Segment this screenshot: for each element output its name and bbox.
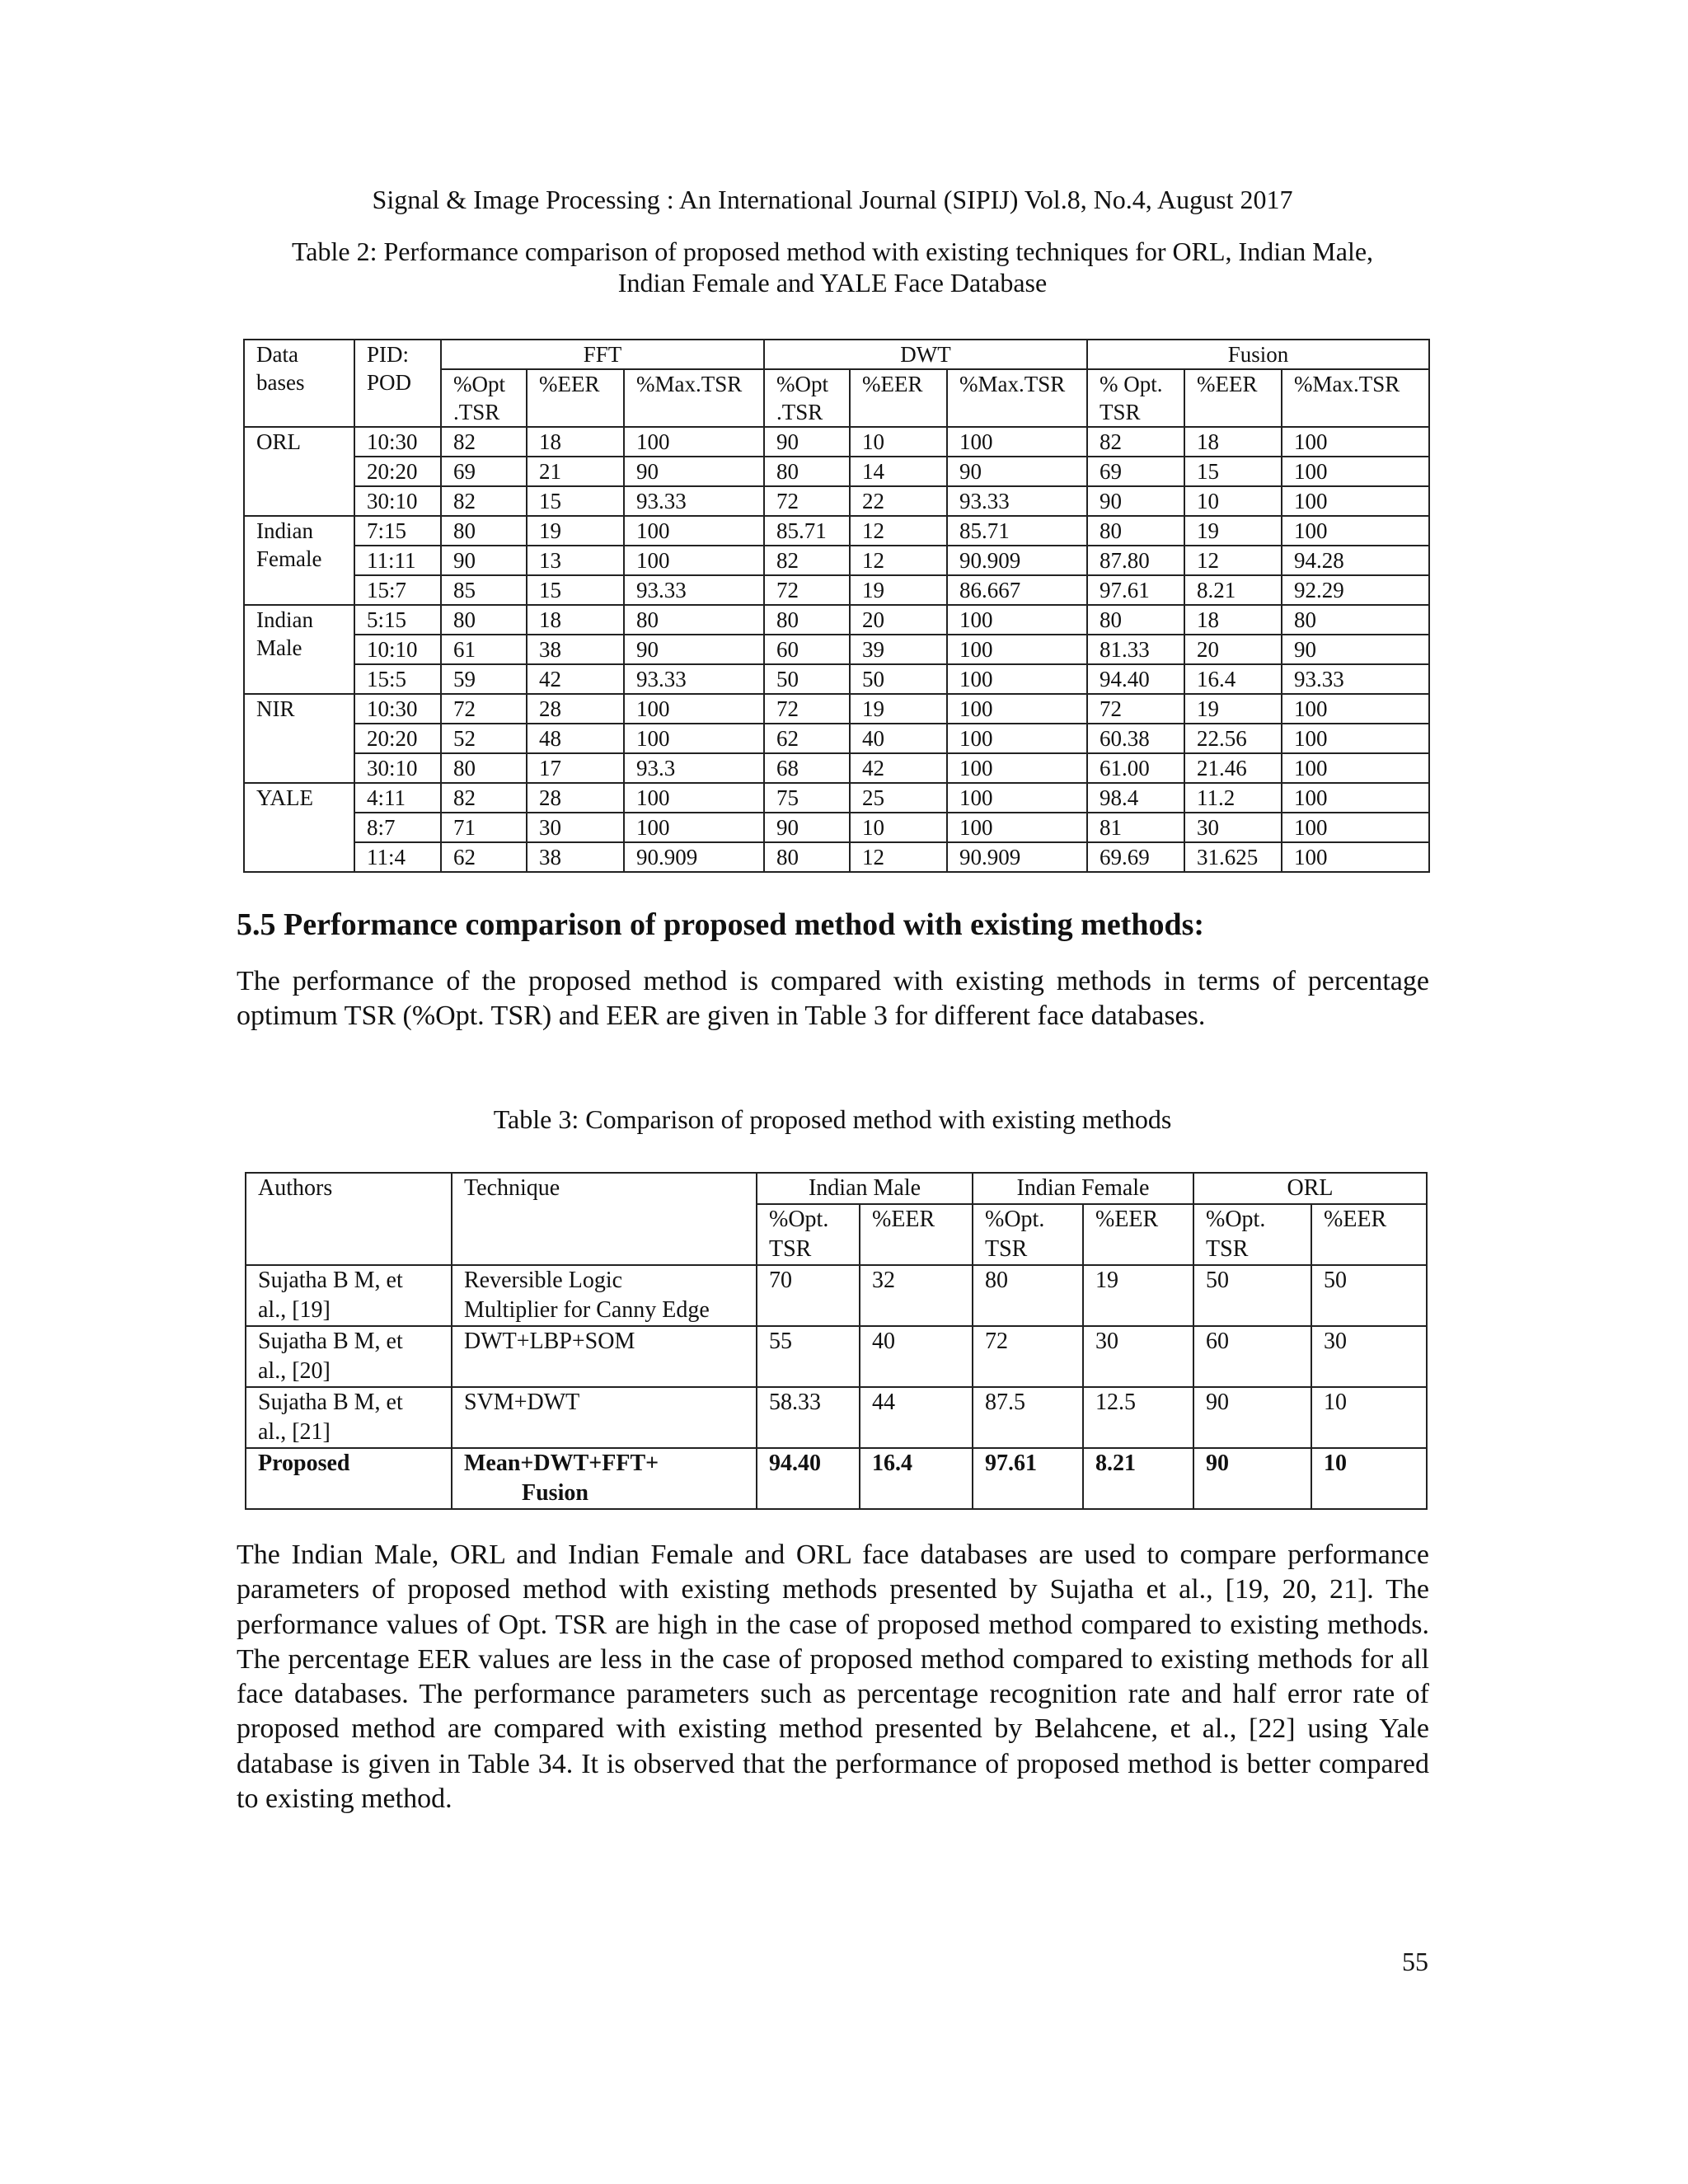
cell-dwt-eer: 40 [850,724,947,753]
cell-dwt-max-tsr: 100 [947,724,1087,753]
cell-fft-eer: 15 [527,486,624,516]
cell-author: Proposed [246,1448,452,1509]
cell-fusion-eer: 31.625 [1184,842,1282,872]
header-eer: %EER [1311,1204,1427,1265]
cell-dwt-opt-tsr: 90 [764,813,850,842]
cell-fusion-eer: 10 [1184,486,1282,516]
header-group-fft: FFT [441,340,764,369]
cell-fft-eer: 28 [527,694,624,724]
cell-dwt-max-tsr: 100 [947,813,1087,842]
table-row [244,546,1429,575]
cell-dwt-eer: 19 [850,694,947,724]
cell-dwt-max-tsr: 86.667 [947,575,1087,605]
header-eer: %EER [1083,1204,1193,1265]
cell-dwt-eer: 39 [850,635,947,664]
section-heading: 5.5 Performance comparison of proposed method with existing methods: [237,907,1205,942]
cell-fft-eer: 18 [527,427,624,457]
cell-fft-eer: 38 [527,842,624,872]
cell-fft-max-tsr: 100 [624,813,764,842]
cell-fft-opt-tsr: 80 [441,753,527,783]
cell-fusion-opt-tsr: 98.4 [1087,783,1184,813]
table-row [246,1448,1427,1509]
cell-fusion-max-tsr: 93.33 [1282,664,1429,694]
cell-dwt-eer: 50 [850,664,947,694]
cell-orl-eer: 10 [1311,1387,1427,1448]
cell-fusion-max-tsr: 100 [1282,842,1429,872]
table-row [244,427,1429,457]
table-row [246,1326,1427,1387]
table-row [244,783,1429,813]
cell-fft-opt-tsr: 69 [441,457,527,486]
cell-dwt-max-tsr: 85.71 [947,516,1087,546]
cell-fusion-eer: 20 [1184,635,1282,664]
cell-fft-opt-tsr: 61 [441,635,527,664]
cell-dwt-max-tsr: 100 [947,605,1087,635]
cell-dwt-opt-tsr: 62 [764,724,850,753]
cell-fft-eer: 21 [527,457,624,486]
cell-fft-max-tsr: 93.3 [624,753,764,783]
cell-dwt-opt-tsr: 72 [764,694,850,724]
table2 [243,339,1430,873]
cell-dwt-opt-tsr: 50 [764,664,850,694]
cell-indian-male-eer: 16.4 [860,1448,973,1509]
table3-header-row1 [246,1173,1427,1204]
cell-orl-opt-tsr: 60 [1193,1326,1311,1387]
cell-fft-eer: 18 [527,605,624,635]
cell-fusion-opt-tsr: 61.00 [1087,753,1184,783]
cell-pid-pod: 11:11 [354,546,441,575]
cell-indian-male-eer: 40 [860,1326,973,1387]
cell-indian-female-opt-tsr: 97.61 [973,1448,1083,1509]
cell-fusion-eer: 12 [1184,546,1282,575]
cell-fft-opt-tsr: 90 [441,546,527,575]
cell-dwt-max-tsr: 100 [947,427,1087,457]
cell-orl-eer: 10 [1311,1448,1427,1509]
cell-fft-max-tsr: 90 [624,457,764,486]
cell-fusion-opt-tsr: 94.40 [1087,664,1184,694]
header-group-indian-female: Indian Female [973,1173,1193,1204]
table-row [244,753,1429,783]
cell-fusion-opt-tsr: 80 [1087,516,1184,546]
cell-pid-pod: 7:15 [354,516,441,546]
page-number: 55 [1402,1947,1428,1976]
cell-dwt-opt-tsr: 90 [764,427,850,457]
cell-dwt-eer: 22 [850,486,947,516]
cell-dwt-opt-tsr: 72 [764,486,850,516]
header-opt-tsr: %Opt. TSR [757,1204,860,1265]
cell-fusion-opt-tsr: 87.80 [1087,546,1184,575]
cell-indian-male-opt-tsr: 70 [757,1265,860,1326]
table2-header-row1 [244,340,1429,369]
cell-dwt-opt-tsr: 82 [764,546,850,575]
cell-indian-female-eer: 19 [1083,1265,1193,1326]
table2-caption-line2: Indian Female and YALE Face Database [617,268,1048,298]
cell-dwt-max-tsr: 100 [947,753,1087,783]
cell-fusion-eer: 19 [1184,516,1282,546]
cell-fusion-max-tsr: 100 [1282,783,1429,813]
header-fusion-opt-tsr: % Opt. TSR [1087,369,1184,427]
cell-pid-pod: 30:10 [354,486,441,516]
table2-caption-line1: Table 2: Performance comparison of proposed method with existing techniques for ORL, Indian Male, [291,237,1374,266]
cell-fusion-eer: 18 [1184,427,1282,457]
cell-fft-eer: 42 [527,664,624,694]
header-fft-eer: %EER [527,369,624,427]
cell-fft-opt-tsr: 82 [441,427,527,457]
cell-fft-opt-tsr: 62 [441,842,527,872]
cell-fusion-eer: 16.4 [1184,664,1282,694]
table2-caption [247,236,1418,298]
cell-fusion-opt-tsr: 81.33 [1087,635,1184,664]
table-row [244,664,1429,694]
cell-fft-opt-tsr: 59 [441,664,527,694]
cell-fft-opt-tsr: 82 [441,486,527,516]
header-dwt-opt-tsr: %Opt .TSR [764,369,850,427]
cell-fft-opt-tsr: 80 [441,605,527,635]
table-row [244,813,1429,842]
header-eer: %EER [860,1204,973,1265]
cell-fusion-eer: 18 [1184,605,1282,635]
cell-fusion-opt-tsr: 97.61 [1087,575,1184,605]
cell-fft-max-tsr: 80 [624,605,764,635]
cell-fusion-max-tsr: 80 [1282,605,1429,635]
cell-technique: SVM+DWT [452,1387,757,1448]
header-technique: Technique [452,1173,757,1265]
cell-pid-pod: 20:20 [354,457,441,486]
header-dwt-eer: %EER [850,369,947,427]
table-row [244,605,1429,635]
cell-indian-female-eer: 12.5 [1083,1387,1193,1448]
cell-indian-female-eer: 30 [1083,1326,1193,1387]
cell-fft-eer: 19 [527,516,624,546]
cell-fusion-max-tsr: 94.28 [1282,546,1429,575]
database-name: Indian Female [244,516,354,605]
running-header: Signal & Image Processing : An International Journal (SIPIJ) Vol.8, No.4, August 2017 [372,185,1293,214]
cell-dwt-max-tsr: 100 [947,783,1087,813]
cell-pid-pod: 15:5 [354,664,441,694]
cell-fft-opt-tsr: 80 [441,516,527,546]
cell-pid-pod: 15:7 [354,575,441,605]
header-dwt-max-tsr: %Max.TSR [947,369,1087,427]
database-name: NIR [244,694,354,783]
cell-dwt-max-tsr: 93.33 [947,486,1087,516]
cell-dwt-opt-tsr: 75 [764,783,850,813]
cell-dwt-eer: 10 [850,427,947,457]
cell-pid-pod: 5:15 [354,605,441,635]
cell-fusion-max-tsr: 100 [1282,457,1429,486]
cell-dwt-eer: 12 [850,546,947,575]
cell-fusion-eer: 22.56 [1184,724,1282,753]
cell-fusion-opt-tsr: 72 [1087,694,1184,724]
cell-dwt-eer: 14 [850,457,947,486]
paragraph-discussion: The Indian Male, ORL and Indian Female and ORL face databases are used to compare performance parameters of proposed method with existing methods presented by Sujatha et al., [19, 20, 21]. The performance values of Opt. TSR are high in the case of proposed method compared to existing methods. The percentage EER values are less in the case of proposed method compared to existing methods for all face databases. The performance parameters such as percentage recognition rate and half error rate of proposed method are compared with existing method presented by Belahcene, et al., [22] using Yale database is given in Table 34. It is observed that the performance of proposed method is better compared to existing method. [237,1540,1429,1815]
cell-dwt-max-tsr: 90.909 [947,546,1087,575]
cell-fft-max-tsr: 100 [624,694,764,724]
cell-fusion-max-tsr: 100 [1282,753,1429,783]
cell-fusion-max-tsr: 100 [1282,694,1429,724]
database-name: Indian Male [244,605,354,694]
cell-fft-opt-tsr: 82 [441,783,527,813]
header-fusion-max-tsr: %Max.TSR [1282,369,1429,427]
cell-pid-pod: 10:10 [354,635,441,664]
cell-dwt-eer: 12 [850,842,947,872]
cell-fft-max-tsr: 100 [624,783,764,813]
cell-dwt-max-tsr: 100 [947,635,1087,664]
cell-dwt-max-tsr: 90.909 [947,842,1087,872]
cell-dwt-eer: 12 [850,516,947,546]
table-row [244,575,1429,605]
cell-fft-eer: 30 [527,813,624,842]
cell-fusion-eer: 11.2 [1184,783,1282,813]
cell-fusion-eer: 30 [1184,813,1282,842]
cell-orl-opt-tsr: 50 [1193,1265,1311,1326]
cell-fusion-opt-tsr: 81 [1087,813,1184,842]
cell-dwt-eer: 42 [850,753,947,783]
header-opt-tsr: %Opt. TSR [1193,1204,1311,1265]
cell-indian-female-opt-tsr: 87.5 [973,1387,1083,1448]
table-row [244,635,1429,664]
cell-fft-eer: 38 [527,635,624,664]
cell-fusion-max-tsr: 100 [1282,724,1429,753]
cell-author: Sujatha B M, et al., [20] [246,1326,452,1387]
table-row [244,724,1429,753]
cell-indian-male-opt-tsr: 58.33 [757,1387,860,1448]
table-row [246,1387,1427,1448]
cell-fft-eer: 15 [527,575,624,605]
cell-pid-pod: 20:20 [354,724,441,753]
cell-fft-max-tsr: 93.33 [624,575,764,605]
cell-fusion-max-tsr: 90 [1282,635,1429,664]
cell-dwt-eer: 10 [850,813,947,842]
cell-fft-eer: 17 [527,753,624,783]
cell-fft-max-tsr: 93.33 [624,664,764,694]
header-fusion-eer: %EER [1184,369,1282,427]
header-pid-pod: PID: POD [354,340,441,427]
cell-orl-eer: 50 [1311,1265,1427,1326]
header-group-orl: ORL [1193,1173,1427,1204]
cell-pid-pod: 30:10 [354,753,441,783]
cell-fft-max-tsr: 90 [624,635,764,664]
cell-fft-opt-tsr: 52 [441,724,527,753]
database-name: YALE [244,783,354,872]
cell-indian-male-opt-tsr: 55 [757,1326,860,1387]
header-opt-tsr: %Opt. TSR [973,1204,1083,1265]
paragraph-intro: The performance of the proposed method is compared with existing methods in terms of percentage optimum TSR (%Opt. TSR) and EER are given in Table 3 for different face databases. [237,966,1429,1032]
cell-fusion-max-tsr: 92.29 [1282,575,1429,605]
table-row [246,1265,1427,1326]
cell-fft-eer: 28 [527,783,624,813]
table-row [244,486,1429,516]
header-group-dwt: DWT [764,340,1087,369]
cell-pid-pod: 4:11 [354,783,441,813]
cell-fft-opt-tsr: 71 [441,813,527,842]
cell-indian-female-eer: 8.21 [1083,1448,1193,1509]
cell-pid-pod: 11:4 [354,842,441,872]
cell-fft-max-tsr: 100 [624,724,764,753]
cell-fusion-max-tsr: 100 [1282,486,1429,516]
header-fft-max-tsr: %Max.TSR [624,369,764,427]
cell-indian-male-eer: 44 [860,1387,973,1448]
cell-dwt-opt-tsr: 85.71 [764,516,850,546]
cell-dwt-opt-tsr: 80 [764,605,850,635]
cell-fusion-opt-tsr: 82 [1087,427,1184,457]
cell-fft-eer: 13 [527,546,624,575]
cell-dwt-opt-tsr: 72 [764,575,850,605]
cell-fusion-eer: 21.46 [1184,753,1282,783]
cell-fusion-eer: 8.21 [1184,575,1282,605]
cell-fft-max-tsr: 90.909 [624,842,764,872]
cell-fusion-opt-tsr: 80 [1087,605,1184,635]
cell-dwt-opt-tsr: 80 [764,457,850,486]
cell-fft-opt-tsr: 85 [441,575,527,605]
cell-dwt-eer: 20 [850,605,947,635]
cell-fft-max-tsr: 93.33 [624,486,764,516]
cell-technique: DWT+LBP+SOM [452,1326,757,1387]
cell-fft-max-tsr: 100 [624,546,764,575]
cell-dwt-opt-tsr: 80 [764,842,850,872]
table-row [244,694,1429,724]
cell-pid-pod: 8:7 [354,813,441,842]
cell-fusion-opt-tsr: 69.69 [1087,842,1184,872]
cell-orl-opt-tsr: 90 [1193,1448,1311,1509]
table3-caption: Table 3: Comparison of proposed method with existing methods [493,1104,1172,1134]
cell-dwt-max-tsr: 100 [947,664,1087,694]
cell-pid-pod: 10:30 [354,694,441,724]
cell-dwt-eer: 19 [850,575,947,605]
cell-technique: Reversible Logic Multiplier for Canny Edge [452,1265,757,1326]
cell-dwt-opt-tsr: 60 [764,635,850,664]
cell-fft-max-tsr: 100 [624,516,764,546]
header-authors: Authors [246,1173,452,1265]
cell-pid-pod: 10:30 [354,427,441,457]
cell-orl-opt-tsr: 90 [1193,1387,1311,1448]
cell-author: Sujatha B M, et al., [21] [246,1387,452,1448]
cell-indian-female-opt-tsr: 72 [973,1326,1083,1387]
cell-fusion-max-tsr: 100 [1282,516,1429,546]
cell-fft-eer: 48 [527,724,624,753]
cell-fft-max-tsr: 100 [624,427,764,457]
cell-indian-female-opt-tsr: 80 [973,1265,1083,1326]
cell-dwt-opt-tsr: 68 [764,753,850,783]
cell-technique: Mean+DWT+FFT+ Fusion [452,1448,757,1509]
cell-fusion-max-tsr: 100 [1282,813,1429,842]
table3 [245,1172,1428,1510]
cell-fusion-opt-tsr: 69 [1087,457,1184,486]
cell-fft-opt-tsr: 72 [441,694,527,724]
cell-indian-male-opt-tsr: 94.40 [757,1448,860,1509]
cell-dwt-max-tsr: 100 [947,694,1087,724]
table-row [244,516,1429,546]
cell-dwt-eer: 25 [850,783,947,813]
header-databases: Data bases [244,340,354,427]
database-name: ORL [244,427,354,516]
cell-dwt-max-tsr: 90 [947,457,1087,486]
header-group-indian-male: Indian Male [757,1173,973,1204]
cell-fusion-eer: 15 [1184,457,1282,486]
cell-orl-eer: 30 [1311,1326,1427,1387]
cell-fusion-opt-tsr: 90 [1087,486,1184,516]
table-row [244,457,1429,486]
header-group-fusion: Fusion [1087,340,1429,369]
cell-fusion-opt-tsr: 60.38 [1087,724,1184,753]
table-row [244,842,1429,872]
header-fft-opt-tsr: %Opt .TSR [441,369,527,427]
cell-fusion-eer: 19 [1184,694,1282,724]
cell-author: Sujatha B M, et al., [19] [246,1265,452,1326]
cell-fusion-max-tsr: 100 [1282,427,1429,457]
cell-indian-male-eer: 32 [860,1265,973,1326]
